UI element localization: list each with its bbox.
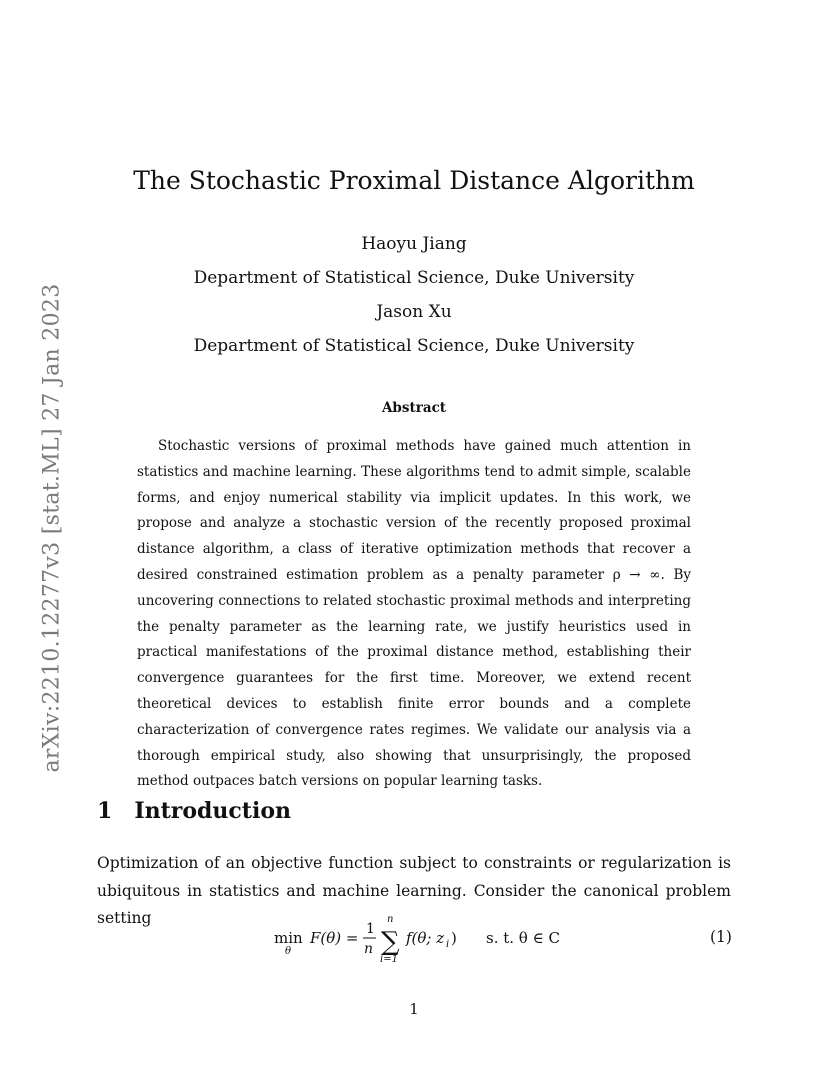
- paper-title: The Stochastic Proximal Distance Algorithm: [133, 166, 695, 195]
- eq-frac-den: n: [364, 941, 374, 957]
- arxiv-stamp: arXiv:2210.12277v3 [stat.ML] 27 Jan 2023: [39, 283, 65, 773]
- section-title: Introduction: [134, 798, 291, 824]
- eq-sum-sign: ∑: [381, 927, 400, 957]
- equation-1: [0, 912, 828, 972]
- intro-paragraph: Optimization of an objective function subject to constraints or regularization is ubiquitous in statistics and machine learning. Consider the canonical problem setting: [97, 854, 731, 927]
- abstract-heading: Abstract: [381, 400, 447, 416]
- author-name-2: Jason Xu: [376, 302, 452, 322]
- eq-summand-sub: i: [446, 939, 450, 950]
- section-heading: [97, 798, 291, 824]
- eq-lhs: F(θ) =: [310, 929, 359, 947]
- equation-svg: [270, 912, 570, 972]
- author-affiliation-2: Department of Statistical Science, Duke University: [193, 336, 635, 356]
- abstract-text: Stochastic versions of proximal methods have gained much attention in statistics and machine learning. These algorithms tend to admit simple, scalable forms, and enjoy numerical stability via implicit updates. In this work, we propose and analyze a stochastic version of the recently proposed proximal distance algorithm, a class of iterative optimization methods that recover a desired constrained estimation problem as a penalty parameter ρ → ∞. By uncovering connections to related stochastic proximal methods and interpreting the penalty parameter as the learning rate, we justify heuristics used in practical manifestations of the proximal distance method, establishing their convergence guarantees for the first time. Moreover, we extend recent theoretical devices to establish finite error bounds and a complete characterization of convergence rates regimes. We validate our analysis via a thorough empirical study, also showing that unsurprisingly, the proposed method outpaces batch versions on popular learning tasks.: [137, 438, 691, 790]
- author-affiliation-1: Department of Statistical Science, Duke University: [193, 268, 635, 288]
- eq-sum-top: n: [387, 914, 394, 925]
- eq-summand: f(θ; z: [406, 929, 445, 947]
- equation-number: (1): [710, 928, 732, 946]
- section-number: 1: [97, 798, 113, 824]
- eq-frac-num: 1: [366, 921, 375, 937]
- eq-min: min: [274, 929, 303, 947]
- eq-min-sub: θ: [285, 946, 292, 957]
- eq-summand-close: ): [451, 929, 457, 947]
- page-number: 1: [409, 1000, 419, 1018]
- eq-sum-bottom: i=1: [380, 954, 398, 965]
- author-name-1: Haoyu Jiang: [361, 234, 467, 254]
- eq-constraint: s. t. θ ∈ C: [486, 929, 560, 947]
